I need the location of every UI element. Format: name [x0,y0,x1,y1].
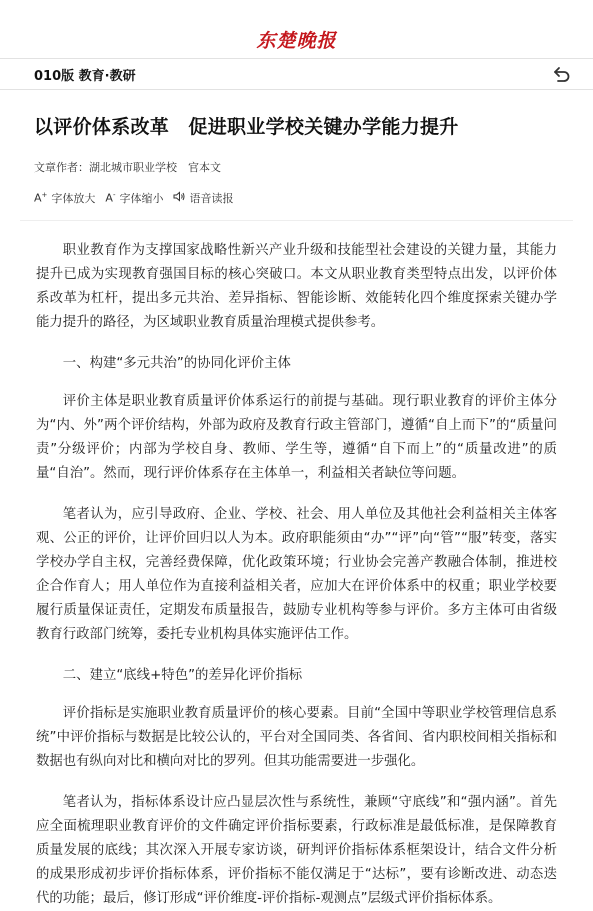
font-enlarge-icon: A+ [34,191,48,205]
font-shrink-label: 字体缩小 [119,192,164,205]
section-title: 010版 教育·教研 [34,68,136,84]
author-label: 文章作者： [34,161,89,174]
article-body [36,239,557,911]
article-title: 以评价体系改革 促进职业学校关键办学能力提升 [34,116,459,138]
section-heading: 一、构建“多元共治”的协同化评价主体 [62,356,291,371]
font-shrink-icon: A- [105,191,116,205]
divider [20,220,573,221]
read-aloud-button[interactable] [173,190,233,206]
font-shrink-button[interactable] [105,190,163,206]
author-name: 湖北城市职业学校 官本文 [89,161,221,174]
masthead [0,0,593,58]
reading-tools [34,190,593,206]
author-line [34,159,593,175]
article-paragraph: 评价主体是职业教育质量评价体系运行的前提与基础。现行职业教育的评价主体分为“内、外”两个评价结构，外部为政府及教育行政主管部门，遵循“自上而下”的“质量问责”分级评价；内部为学校自身、教师、学生等，遵循“自下而上”的“质量改进”的质量“自治”。然而，现行评价体系存在主体单一，利益相关者缺位等问题。 [36,394,557,481]
newspaper-logo: 东楚晚报 [256,30,337,52]
font-enlarge-label: 字体放大 [51,192,96,205]
section-heading: 二、建立“底线+特色”的差异化评价指标 [62,668,303,683]
font-enlarge-button[interactable] [34,190,95,206]
back-arrow-icon[interactable] [553,64,573,84]
read-aloud-label: 语音读报 [189,192,234,205]
speaker-icon [173,191,185,205]
article-paragraph: 职业教育作为支撑国家战略性新兴产业升级和技能型社会建设的关键力量，其能力提升已成为实现教育强国目标的核心突破口。本文从职业教育类型特点出发，以评价体系改革为杠杆，提出多元共治、差异指标、智能诊断、效能转化四个维度探索关键办学能力提升的路径，为区域职业教育质量治理模式提供参考。 [36,243,557,330]
article-paragraph: 评价指标是实施职业教育质量评价的核心要素。目前“全国中等职业学校管理信息系统”中评价指标与数据是比较公认的，平台对全国同类、各省间、省内职校间相关指标和数据也有纵向对比和横向对比的罗列。但其功能需要进一步强化。 [36,706,557,769]
section-bar [0,58,593,90]
article-paragraph: 笔者认为，应引导政府、企业、学校、社会、用人单位及其他社会利益相关主体客观、公正的评价，让评价回归以人为本。政府职能须由“办”“评”向“管”“服”转变，落实学校办学自主权，完善经费保障，优化政策环境；行业协会完善产教融合体制，推进校企合作育人；用人单位作为直接利益相关者，应加大在评价体系中的权重；职业学校要履行质量保证责任，定期发布质量报告，鼓励专业机构等参与评价。多方主体可由省级教育行政部门统筹，委托专业机构具体实施评估工作。 [36,507,557,642]
article-paragraph: 笔者认为，指标体系设计应凸显层次性与系统性，兼顾“守底线”和“强内涵”。首先应全面梳理职业教育评价的文件确定评价指标要素，行政标准是最低标准，是保障教育质量发展的底线；其次深入开展专家访谈，研判评价指标体系框架设计，结合文件分析的成果形成初步评价指标体系，评价指标不能仅满足于“达标”，要有诊断改进、动态迭代的功能；最后，修订形成“评价维度-评价指标-观测点”层级式评价指标体系。 [36,795,557,906]
